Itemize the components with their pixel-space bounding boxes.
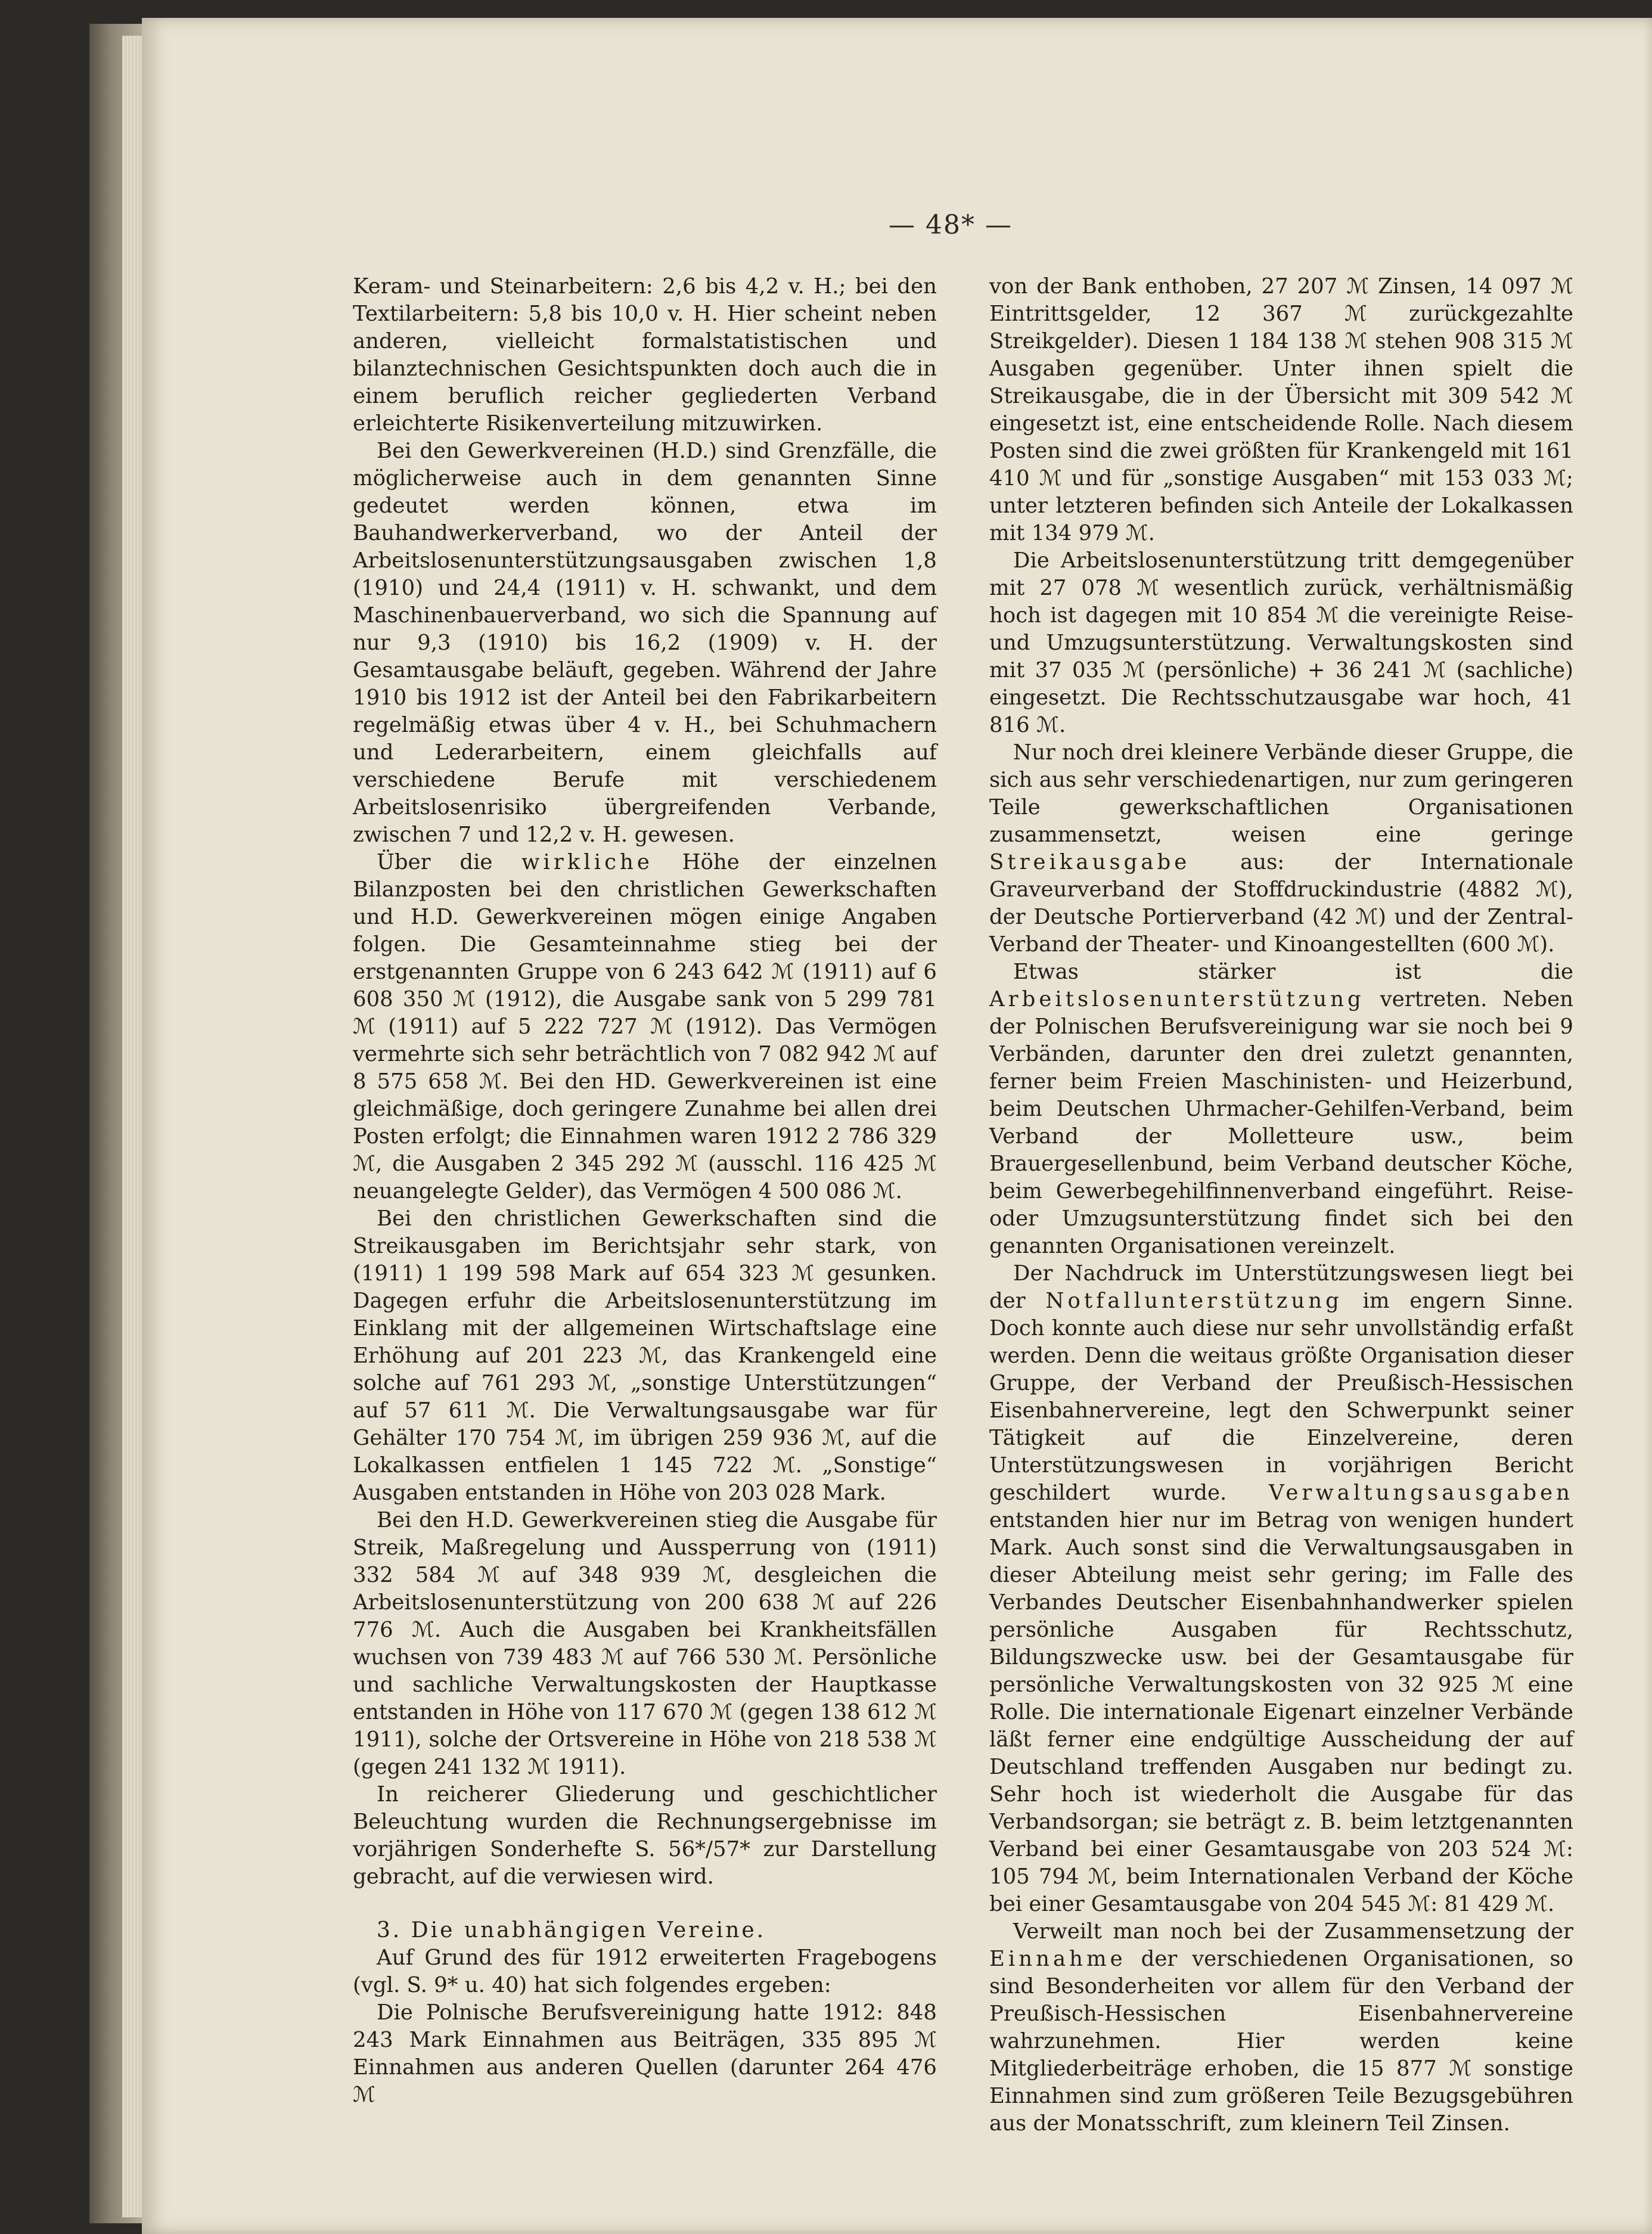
text-run: aus: der Internationale Graveurverband der Stoffdruckindustrie (4882 ℳ), der Deutsche Portierverband (42 ℳ) und der Zentral-Verband der Theater- und Kinoangestellten (600 ℳ). bbox=[989, 850, 1573, 957]
right-text-column bbox=[989, 273, 1573, 2136]
paragraph: Auf Grund des für 1912 erweiterten Fragebogens (vgl. S. 9* u. 40) hat sich folgendes ergeben: bbox=[353, 1946, 937, 1997]
paragraph: Bei den H.D. Gewerkvereinen stieg die Ausgabe für Streik, Maßregelung und Aussperrung von (1911) 332 584 ℳ auf 348 939 ℳ, desgleichen die Arbeitslosenunterstützung von 200 638 ℳ auf 226 776 ℳ. Auch die Ausgaben bei Krankheitsfällen wuchsen von 739 483 ℳ auf 766 530 ℳ. Persönliche und sachliche Verwaltungskosten der Hauptkasse entstanden in Höhe von 117 670 ℳ (gegen 138 612 ℳ 1911), solche der Ortsvereine in Höhe von 218 538 ℳ (gegen 241 132 ℳ 1911). bbox=[353, 1508, 937, 1779]
emphasized-term: Notfallunterstützung bbox=[1045, 1289, 1343, 1313]
text-run: entstanden hier nur im Betrag von wenigen hundert Mark. Auch sonst sind die Verwaltungsausgaben in dieser Abteilung meist sehr gering; im Falle des Verbandes Deutscher Eisenbahnhandwerker spielen persönliche Ausgaben für Rechtsschutz, Bildungszwecke usw. bei der Gesamtausgabe für persönliche Verwaltungskosten von 32 925 ℳ eine Rolle. Die internationale Eigenart einzelner Verbände läßt ferner eine endgültige Ausscheidung der auf Deutschland treffenden Ausgaben nur bedingt zu. Sehr hoch ist wiederholt die Ausgabe für das Verbandsorgan; sie beträgt z. B. beim letztgenannten Verband bei einer Gesamtausgabe von 203 524 ℳ: 105 794 ℳ, beim Internationalen Verband der Köche bei einer Gesamtausgabe von 204 545 ℳ: 81 429 ℳ. bbox=[989, 1508, 1573, 1916]
text-run: Höhe der einzelnen Bilanzposten bei den christlichen Gewerkschaften und H.D. Gewerkvereinen mögen einige Angaben folgen. Die Gesamteinnahme stieg bei der erstgenannten Gruppe von 6 243 642 ℳ (1911) auf 6 608 350 ℳ (1912), die Ausgabe sank von 5 299 781 ℳ (1911) auf 5 222 727 ℳ (1912). Das Vermögen vermehrte sich sehr beträchtlich von 7 082 942 ℳ auf 8 575 658 ℳ. Bei den HD. Gewerkvereinen ist eine gleichmäßige, doch geringere Zunahme bei allen drei Posten erfolgt; die Einnahmen waren 1912 2 786 329 ℳ, die Ausgaben 2 345 292 ℳ (ausschl. 116 425 ℳ neuangelegte Gelder), das Vermögen 4 500 086 ℳ. bbox=[353, 850, 937, 1203]
text-run: der verschiedenen Organisationen, so sind Besonderheiten vor allem für den Verband der Preußisch-Hessischen Eisenbahnervereine wahrzunehmen. Hier werden keine Mitgliederbeiträge erhoben, die 15 877 ℳ sonstige Einnahmen sind zum größeren Teile Bezugsgebühren aus der Monatsschrift, zum kleinern Teil Zinsen. bbox=[989, 1947, 1573, 2136]
text-run: vertreten. Neben der Polnischen Berufsvereinigung war sie noch bei 9 Verbänden, darunter den drei zuletzt genannten, ferner beim Freien Maschinisten- und Heizerbund, beim Deutschen Uhrmacher-Gehilfen-Verband, beim Verband der Molletteure usw., beim Brauergesellenbund, beim Verband deutscher Köche, beim Gewerbegehilfinnenverband eingeführt. Reise- oder Umzugsunterstützung findet sich bei den genannten Organisationen vereinzelt. bbox=[989, 987, 1573, 1258]
text-run: Über die bbox=[377, 850, 493, 874]
text-run: Verweilt man noch bei der Zusammensetzung der bbox=[1013, 1919, 1573, 1944]
section-heading: 3. Die unabhängigen Vereine. bbox=[377, 1918, 766, 1943]
page-number: — 48* — bbox=[889, 210, 1013, 240]
paragraph: Bei den Gewerkvereinen (H.D.) sind Grenzfälle, die möglicherweise auch in dem genannten Sinne gedeutet werden können, etwa im Bauhandwerkerverband, wo der Anteil der Arbeitslosenunterstützungsausgaben zwischen 1,8 (1910) und 24,4 (1911) v. H. schwankt, und dem Maschinenbauerverband, wo sich die Spannung auf nur 9,3 (1910) bis 16,2 (1909) v. H. der Gesamtausgabe beläuft, gegeben. Während der Jahre 1910 bis 1912 ist der Anteil bei den Fabrikarbeitern regelmäßig etwas über 4 v. H., bei Schuhmachern und Lederarbeitern, einem gleichfalls auf verschiedene Berufe mit verschiedenem Arbeitslosenrisiko übergreifenden Verbande, zwischen 7 und 12,2 v. H. gewesen. bbox=[353, 439, 937, 847]
paragraph: Keram- und Steinarbeitern: 2,6 bis 4,2 v. H.; bei den Textilarbeitern: 5,8 bis 10,0 v. H. Hier scheint neben anderen, vielleicht formalstatistischen und bilanztechnischen Gesichtspunkten doch auch die in einem beruflich reicher gegliederten Verband erleichterte Risikenverteilung mitzuwirken. bbox=[353, 274, 937, 436]
paragraph bbox=[989, 739, 1573, 958]
paragraph bbox=[989, 958, 1573, 1260]
text-run: im engern Sinne. Doch konnte auch diese nur sehr unvollständig erfaßt werden. Denn die weitaus größte Organisation dieser Gruppe, der Verband der Preußisch-Hessischen Eisenbahnervereine, legt den Schwerpunkt seiner Tätigkeit auf die Einzelvereine, deren Unterstützungswesen in vorjährigen Bericht geschildert wurde. bbox=[989, 1289, 1573, 1505]
paragraph bbox=[353, 849, 937, 1205]
emphasized-term: wirkliche bbox=[521, 850, 653, 874]
text-run: Nur noch drei kleinere Verbände dieser Gruppe, die sich aus sehr verschiedenartigen, nur zum geringeren Teile gewerkschaftlichen Organisationen zusammensetzt, weisen eine geringe bbox=[989, 740, 1573, 847]
paragraph: von der Bank enthoben, 27 207 ℳ Zinsen, 14 097 ℳ Eintrittsgelder, 12 367 ℳ zurückgezahlte Streikgelder). Diesen 1 184 138 ℳ stehen 908 315 ℳ Ausgaben gegenüber. Unter ihnen spielt die Streikausgabe, die in der Übersicht mit 309 542 ℳ eingesetzt ist, eine entscheidende Rolle. Nach diesem Posten sind die zwei größten für Krankengeld mit 161 410 ℳ und für „sonstige Ausgaben“ mit 153 033 ℳ; unter letzteren befinden sich Anteile der Lokalkassen mit 134 979 ℳ. bbox=[989, 274, 1573, 545]
emphasized-term: Arbeitslosenunterstützung bbox=[989, 987, 1365, 1011]
text-run: Der Nachdruck im Unterstützungswesen liegt bei der bbox=[989, 1261, 1573, 1313]
paragraph: Bei den christlichen Gewerkschaften sind die Streikausgaben im Berichtsjahr sehr stark, von (1911) 1 199 598 Mark auf 654 323 ℳ gesunken. Dagegen erfuhr die Arbeitslosenunterstützung im Einklang mit der allgemeinen Wirtschaftslage eine Erhöhung auf 201 223 ℳ, das Krankengeld eine solche auf 761 293 ℳ, „sonstige Unterstützungen“ auf 57 611 ℳ. Die Verwaltungsausgabe war für Gehälter 170 754 ℳ, im übrigen 259 936 ℳ, auf die Lokalkassen entfielen 1 145 722 ℳ. „Sonstige“ Ausgaben entstanden in Höhe von 203 028 Mark. bbox=[353, 1206, 937, 1505]
paragraph: Die Polnische Berufsvereinigung hatte 1912: 848 243 Mark Einnahmen aus Beiträgen, 335 895 ℳ Einnahmen aus anderen Quellen (darunter 264 476 ℳ bbox=[353, 2000, 937, 2107]
paragraph bbox=[989, 1918, 1573, 2137]
paragraph bbox=[989, 1260, 1573, 1918]
left-text-column bbox=[353, 273, 937, 2107]
emphasized-term: Streikausgabe bbox=[989, 850, 1191, 874]
emphasized-term: Einnahme bbox=[989, 1947, 1126, 1971]
paragraph: In reicherer Gliederung und geschichtlicher Beleuchtung wurden die Rechnungsergebnisse im vorjährigen Sonderhefte S. 56*/57* zur Darstellung gebracht, auf die verwiesen wird. bbox=[353, 1782, 937, 1889]
text-run: Etwas stärker ist die bbox=[1013, 960, 1573, 984]
emphasized-term: Verwaltungsausgaben bbox=[1269, 1481, 1573, 1505]
paragraph: Die Arbeitslosenunterstützung tritt demgegenüber mit 27 078 ℳ wesentlich zurück, verhältnismäßig hoch ist dagegen mit 10 854 ℳ die vereinigte Reise- und Umzugsunterstützung. Verwaltungskosten sind mit 37 035 ℳ (persönliche) + 36 241 ℳ (sachliche) eingesetzt. Die Rechtsschutzausgabe war hoch, 41 816 ℳ. bbox=[989, 548, 1573, 737]
